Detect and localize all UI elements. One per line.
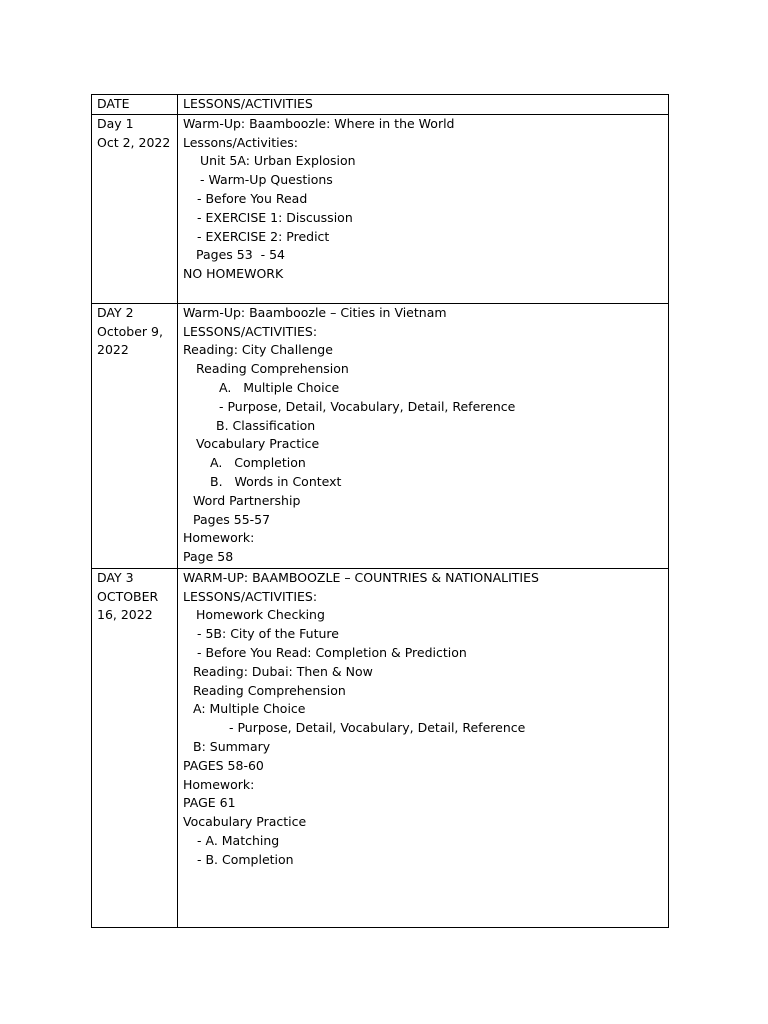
lesson-line: WARM-UP: BAAMBOOZLE – COUNTRIES & NATIONALITIES [183,569,539,585]
date-cell [92,303,178,568]
date-line: Day 1 [97,115,134,131]
lesson-line: Homework: [183,530,255,546]
header-date-label: DATE [97,96,130,111]
lesson-line: A: Multiple Choice [193,701,306,717]
lesson-line: A. Completion [210,455,306,471]
lesson-line: Vocabulary Practice [196,436,320,452]
lesson-line: - Purpose, Detail, Vocabulary, Detail, Reference [229,720,526,736]
lessons-cell [178,114,669,303]
lesson-line: LESSONS/ACTIVITIES: [183,323,318,339]
lesson-line: Pages 53 - 54 [196,247,285,263]
lesson-line: PAGES 58-60 [183,757,264,773]
lesson-line: - A. Matching [197,832,280,848]
lesson-line: Homework: [183,776,255,792]
lesson-line: Pages 55-57 [193,511,271,527]
date-cell [92,114,178,303]
lesson-line: B. Classification [216,417,316,433]
lesson-line: - B. Completion [197,851,294,867]
lessons-cell [178,303,669,568]
lesson-line: B: Summary [193,738,271,754]
header-date-cell [92,95,178,115]
table-row [92,303,669,568]
lesson-line: Reading Comprehension [193,682,346,698]
lesson-line: NO HOMEWORK [183,266,284,282]
table-row [92,114,669,303]
date-line: DAY 3 [97,569,134,585]
lesson-line: Reading: City Challenge [183,342,333,358]
header-lessons-label: LESSONS/ACTIVITIES [183,96,313,111]
lesson-line: B. Words in Context [210,473,342,489]
lesson-line: - Warm-Up Questions [200,172,333,188]
lesson-line: A. Multiple Choice [219,379,340,395]
lessons-cell [178,568,669,927]
lesson-line: - Before You Read [197,190,308,206]
date-line: DAY 2 [97,304,134,320]
date-line: 16, 2022 [97,607,153,623]
lesson-schedule-table [91,94,669,928]
lesson-line: - EXERCISE 2: Predict [197,228,330,244]
header-lessons-cell [178,95,669,115]
lesson-line: Unit 5A: Urban Explosion [200,153,356,169]
date-line: 2022 [97,342,129,358]
lesson-line: Word Partnership [193,492,301,508]
lesson-line: Lessons/Activities: [183,134,298,150]
lesson-line: Vocabulary Practice [183,814,307,830]
lesson-line: - 5B: City of the Future [197,626,339,642]
date-cell [92,568,178,927]
lesson-line: Warm-Up: Baamboozle – Cities in Vietnam [183,304,447,320]
lesson-line: - Purpose, Detail, Vocabulary, Detail, Reference [219,398,516,414]
lesson-line: Reading: Dubai: Then & Now [193,663,373,679]
date-line: OCTOBER [97,588,159,604]
lesson-line: Reading Comprehension [196,361,349,377]
date-line: Oct 2, 2022 [97,134,171,150]
date-line: October 9, [97,323,163,339]
lesson-line: Warm-Up: Baamboozle: Where in the World [183,115,455,131]
lesson-line: Page 58 [183,549,234,565]
lesson-line: - Before You Read: Completion & Prediction [197,644,467,660]
lesson-line: Homework Checking [196,607,325,623]
table-row [92,568,669,927]
lesson-line: LESSONS/ACTIVITIES: [183,588,318,604]
lesson-line: - EXERCISE 1: Discussion [197,209,353,225]
lesson-line: PAGE 61 [183,795,236,811]
table-header-row [92,95,669,115]
